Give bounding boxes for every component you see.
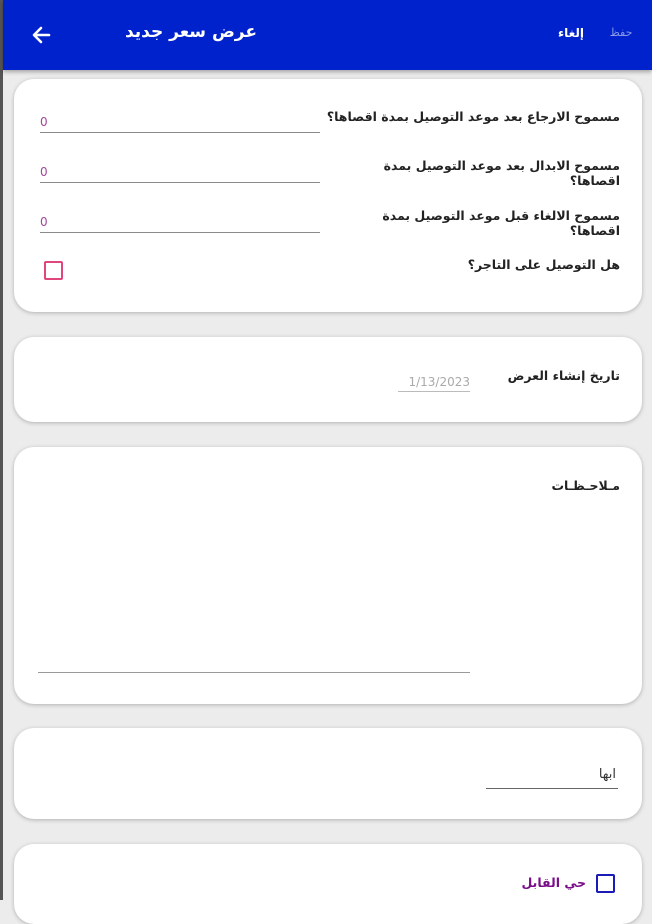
save-button[interactable]: حفظ xyxy=(609,26,633,39)
notes-card xyxy=(14,447,642,704)
city-dropdown[interactable] xyxy=(486,760,618,789)
window-edge xyxy=(0,0,3,900)
app-bar xyxy=(3,0,652,70)
return-period-value: 0 xyxy=(40,115,48,129)
district-card xyxy=(14,844,642,924)
offer-date-field[interactable] xyxy=(398,369,470,392)
exchange-period-value: 0 xyxy=(40,165,48,179)
exchange-period-label: مسموح الابدال بعد موعد التوصيل بمدة اقصاها؟ xyxy=(383,158,620,188)
exchange-period-input[interactable] xyxy=(40,160,320,183)
page-title: عرض سعر جديد xyxy=(124,22,257,42)
cancel-period-label: مسموح الالغاء قبل موعد التوصيل بمدة اقصاها؟ xyxy=(382,208,620,238)
back-arrow-icon[interactable] xyxy=(29,22,55,48)
city-value: ابها xyxy=(598,767,616,782)
cancel-period-input[interactable] xyxy=(40,210,320,233)
policy-card xyxy=(14,79,642,312)
offer-date-value: 1/13/2023 xyxy=(408,375,470,389)
cancel-button[interactable]: إلغاء xyxy=(557,26,585,40)
return-period-input[interactable] xyxy=(40,110,320,133)
date-card xyxy=(14,337,642,422)
district-label: حي القابل xyxy=(521,875,586,890)
return-period-label: مسموح الارجاع بعد موعد التوصيل بمدة اقصاها؟ xyxy=(326,109,620,124)
notes-textarea[interactable] xyxy=(38,672,470,673)
notes-label: مـلاحـظـات xyxy=(551,478,620,493)
city-card xyxy=(14,728,642,819)
merchant-delivery-label: هل التوصيل على التاجر؟ xyxy=(467,257,620,272)
cancel-period-value: 0 xyxy=(40,215,48,229)
merchant-delivery-checkbox[interactable] xyxy=(44,261,63,280)
district-checkbox[interactable] xyxy=(596,874,615,893)
offer-date-label: تاريخ إنشاء العرض xyxy=(507,368,620,383)
